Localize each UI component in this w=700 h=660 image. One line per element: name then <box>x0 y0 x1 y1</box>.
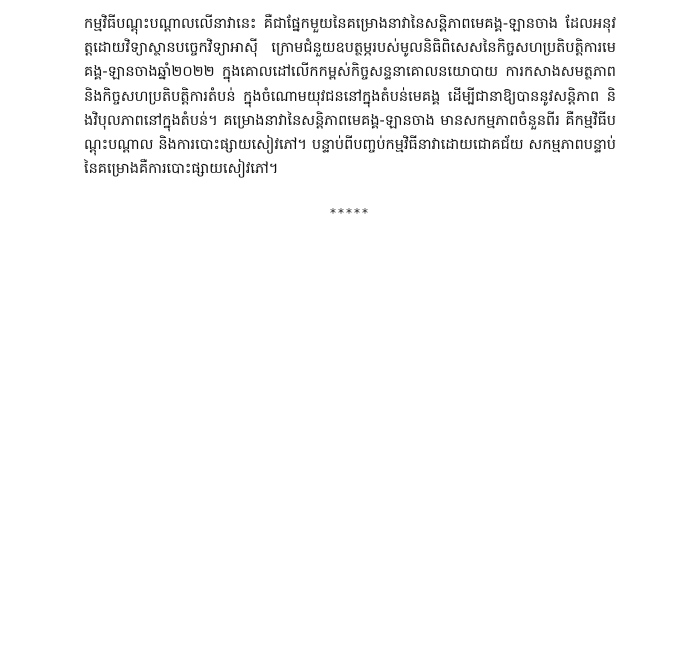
section-separator: ***** <box>330 206 370 220</box>
body-paragraph: កម្មវិធីបណ្តុះបណ្តាលលើនាវានេះ គឺជាផ្នែកមួយនៃគម្រោងនាវានៃសន្តិភាពមេគង្គ-ឡានចាង ដែលអនុវត្តដោយវិទ្យាស្ថានបច្ចេកវិទ្យាអាស៊ី ក្រោមជំនួយឧបត្ថម្ភរបស់មូលនិធិពិសេសនៃកិច្ចសហប្រតិបត្តិការមេគង្គ-ឡានចាងឆ្នាំ២០២២ ក្នុងគោលដៅលើកកម្ពស់កិច្ចសន្ទនាគោលនយោបាយ ការកសាងសមត្ថភាព និងកិច្ចសហប្រតិបត្តិការតំបន់ ក្នុងចំណោមយុវជននៅក្នុងតំបន់មេគង្គ ដើម្បីជានាឱ្យបាននូវសន្តិភាព និងវិបុលភាពនៅក្នុងតំបន់។ គម្រោងនាវានៃសន្តិភាពមេគង្គ-ឡានចាង មានសកម្មភាពចំនួនពីរ គឺកម្មវិធីបណ្តុះបណ្តាល និងការបោះផ្សាយសៀវភៅ។ បន្ទាប់ពីបញ្ចប់កម្មវិធីនាវាដោយជោគជ័យ សកម្មភាពបន្ទាប់នៃគម្រោងគឺការបោះផ្សាយសៀវភៅ។ <box>84 16 616 178</box>
